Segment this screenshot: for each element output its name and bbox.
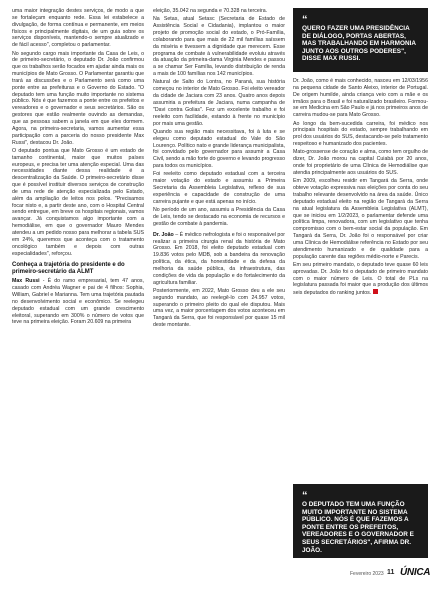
folio-month: Fevereiro 2023 bbox=[350, 571, 384, 577]
page-footer bbox=[0, 566, 440, 582]
bio-paragraph bbox=[153, 232, 285, 287]
body-paragraph: uma maior integração destes serviços, de modo a que se fortaleçam enquanto rede. Essa lei estabelece a divulgação, de forma contínua e permanente, em meios físicos e principalmente digitais, de um guia sobre os serviços disponíveis, mantendo-o sempre atualizado e de fácil acesso", completou o parlamentar. bbox=[12, 8, 144, 49]
quote-mark-icon: “ bbox=[302, 490, 308, 502]
body-paragraph: Foi reeleito como deputado estadual com a terceira maior votação do estado e assumiu a Primeira Secretaria da Assembleia Legislativa, reflexo de sua experiência e capacidade de construção de uma carreira pujante e que está apenas no início. bbox=[153, 171, 285, 205]
body-paragraph: Natural de Salto do Lontra, no Paraná, sua história começou no interior de Mato Grosso. Foi eleito vereador da cidade de Jaciara com 23 anos. Quatro anos depois assumiria a prefeitura de Jaciara, numa campanha de "Davi contra Golias". Fez um excelente trabalho e foi reeleito com facilidade, estando à frente no município por mais uma gestão. bbox=[153, 79, 285, 127]
pull-quote bbox=[293, 484, 428, 558]
body-paragraph: No período de um ano, assumiu a Presidência da Casa de Leis, tendo se destacado na economia de recursos e gestão de combate à pandemia. bbox=[153, 207, 285, 227]
bio-lead-name: Dr. João bbox=[153, 231, 174, 238]
body-paragraph: Mato-grossense de coração e alma, como tem orgulho de dizer, Dr. João morou na capital Cuiabá por 20 anos, onde foi proprietário de uma Clínica de Hemodiálise que atendia principalmente aos usuários do SUS. bbox=[293, 149, 428, 176]
magazine-logo: ÚNICA bbox=[400, 567, 431, 578]
bio-paragraph bbox=[12, 278, 144, 326]
bio-text: - É do ramo empresarial, tem 47 anos, casado com Andréa Wagner e pai de 4 filhos: Sophia, William, Gabriel e Marianna. Tem uma trajetória pautada no desenvolvimento social e econômico. Se reelegeu deputado estadual com um grande crescimento eleitoral, superando em 300% o número de votos que teve na primeira eleição. Foram 20.609 na primeira bbox=[12, 278, 144, 326]
section-heading: Conheça a trajetória do presidente e do primeiro-secretário da ALMT bbox=[12, 262, 125, 276]
body-paragraph: Posteriormente, em 2022, Mato Grosso deu a ele seu segundo mandato, ao reelegê-lo com 24.957 votos, superando o primeiro pleito do qual ele disputou. Mais uma vez, a maior porcentagem dos votos aconteceu em Tangará da Serra, que foi responsável por quase 15 mil deste montante. bbox=[153, 287, 285, 329]
closing-text: Em seu primeiro mandato, o deputado teve quase 60 leis aprovadas. Dr. João foi o deputado de primeiro mandato com o maior número de Leis. O total de PLs na legislatura passada foi maior que a produção dos últimos seis deputados do ranking juntos. bbox=[293, 261, 428, 297]
body-paragraph: Na Setas, atual Setasc (Secretaria de Estado de Assistência Social e Cidadania), implantou o maior projeto de promoção social do estado, o Pró-Família, colaborando para que mais de 22 mil famílias saíssem da miséria e tivessem a dignidade que merecem. Esse programa de combate à vulnerabilidade evoluiu através da atuação da primeira-dama Virginia Mendes e passou a se chamar Ser Família, levando distribuição de renda a mais de 100 famílias nos 142 municípios. bbox=[153, 16, 285, 78]
pull-quote bbox=[293, 8, 428, 72]
pull-quote-text: QUERO FAZER UMA PRESIDÊNCIA DE DIÁLOGO, PORTAS ABERTAS, MAS TRABALHANDO EM HARMONIA JUNTO AOS OUTROS PODERES", DISSE MAX RUSSI. bbox=[302, 25, 416, 63]
end-mark-icon bbox=[373, 289, 378, 294]
body-paragraph: Quando sua região mais necessitava, foi à luta e se elegeu como deputado estadual do Vale do São Lourenço. Político nato e grande liderança municipalista, foi convidado pelo governador para assumir a Casa Civil, sendo a mão forte do governo e levando progresso para todos os municípios. bbox=[153, 128, 285, 170]
quote-mark-icon: “ bbox=[302, 14, 308, 26]
body-paragraph: Ao longo da bem-sucedida carreira, foi médico nos principais hospitais do estado, sempre trabalhando em prol dos usuários do SUS, destacando-se pelo tratamento respeitoso e humanizado dos pacientes. bbox=[293, 120, 428, 148]
bio-lead-name: Max Russi bbox=[12, 278, 40, 285]
body-paragraph: Em 2009, escolheu residir em Tangará da Serra, onde obteve votação expressiva nas eleições por conta do seu trabalho relevante desenvolvido na área da saúde. Único deputado estadual eleito na região de Tangará da Serra na atual legislatura da Assembleia Legislativa (ALMT), que se iniciou em 1/2/2023, o parlamentar defende uma política limpa, renovadora, com um legislativo que tenha compromisso com o bem-estar social da população. Em Tangará da Serra, Dr. João foi o responsável por criar uma Clínica de Hemodiálise referência no Estado por seu atendimento humanizado e de qualidade para a população carente das regiões médio-norte e Parecis. bbox=[293, 178, 428, 260]
body-paragraph bbox=[293, 262, 428, 297]
body-paragraph: eleição, 35.042 na segunda e 70.328 na terceira. bbox=[153, 8, 268, 14]
page-number: 11 bbox=[387, 569, 395, 576]
body-paragraph: No segundo cargo mais importante da Casa de Leis, o de primeiro-secretário, o deputado Dr. João confirmou que os trabalhos serão focados em ajudar ainda mais os municípios de Mato Grosso. O Parlamentar garantiu que trará as discussões e o Parlamento será como uma ponte entre as prefeituras e o Governo do Estado. "O deputado tem uma função muito importante no sistema público. Nós é que fazemos a ponte entre os prefeitos e vereadores e o governador e seus secretários. São os gestores que estão realmente ouvindo as demandas, que as pessoas sabem a janela em que eles dormem. Agora, na primeira-secretaria, vamos aumentar essa participação com a parceria do nosso presidente Max Russi", destacou Dr. João. bbox=[12, 50, 144, 146]
article-column-2 bbox=[153, 8, 285, 330]
bio-text: – É médico nefrologista e foi o responsável por realizar a primeira cirurgia renal da história de Mato Grosso. Em 2018, foi eleito deputado estadual com 19.836 votos pelo MDB, sob a bandeira da renovação política, da ética, da honestidade e da defesa da melhoria da saúde pública, da infraestrutura, das condições de vida da população e do fortalecimento da agricultura familiar. bbox=[153, 231, 285, 286]
article-column-3 bbox=[293, 8, 428, 299]
body-paragraph: O deputado pontua que Mato Grosso é um estado de tamanho continental, maior que muitos países europeus, e precisa ter uma atenção especial. Uma das necessidades diante dessa realidade é a descentralização da Saúde. O primeiro-secretário disse que é possível instituir diversos serviços de construção de uma rede de atenção especializada pelo Estado, além da ampliação de leitos nos polos. "Precisamos focar nisto e, a partir deste ano, com o Hospital Central sendo entregue, em breve os hospitais regionais, vamos avançar. Já conquistamos algo importante com a hemodiálise, em que o governador Mauro Mendes atendeu a um pedido nosso para melhorar a tabela SUS em 24%, queremos que aconteça com o tratamento oncológico também e depois com outras especialidades", reforçou. bbox=[12, 147, 144, 257]
pull-quote-text: O DEPUTADO TEM UMA FUNÇÃO MUITO IMPORTANTE NO SISTEMA PÚBLICO. NÓS É QUE FAZEMOS A PONTE ENTRE OS PREFEITOS, VEREADORES E O GOVERNADOR E SEUS SECRETÁRIOS", AFIRMA DR. JOÃO. bbox=[302, 501, 414, 554]
body-paragraph: Dr. João, como é mais conhecido, nasceu em 12/03/1956 na pequena cidade de Santo Aleixo, interior de Portugal. De origem humilde, ainda criança veio com a mãe e os irmãos para o Brasil e foi naturalizado brasileiro. Formou-se em Medicina em São Paulo e já nos primeiros anos de carreira mudou-se para Mato Grosso. bbox=[293, 78, 428, 119]
article-column-1 bbox=[12, 8, 144, 328]
